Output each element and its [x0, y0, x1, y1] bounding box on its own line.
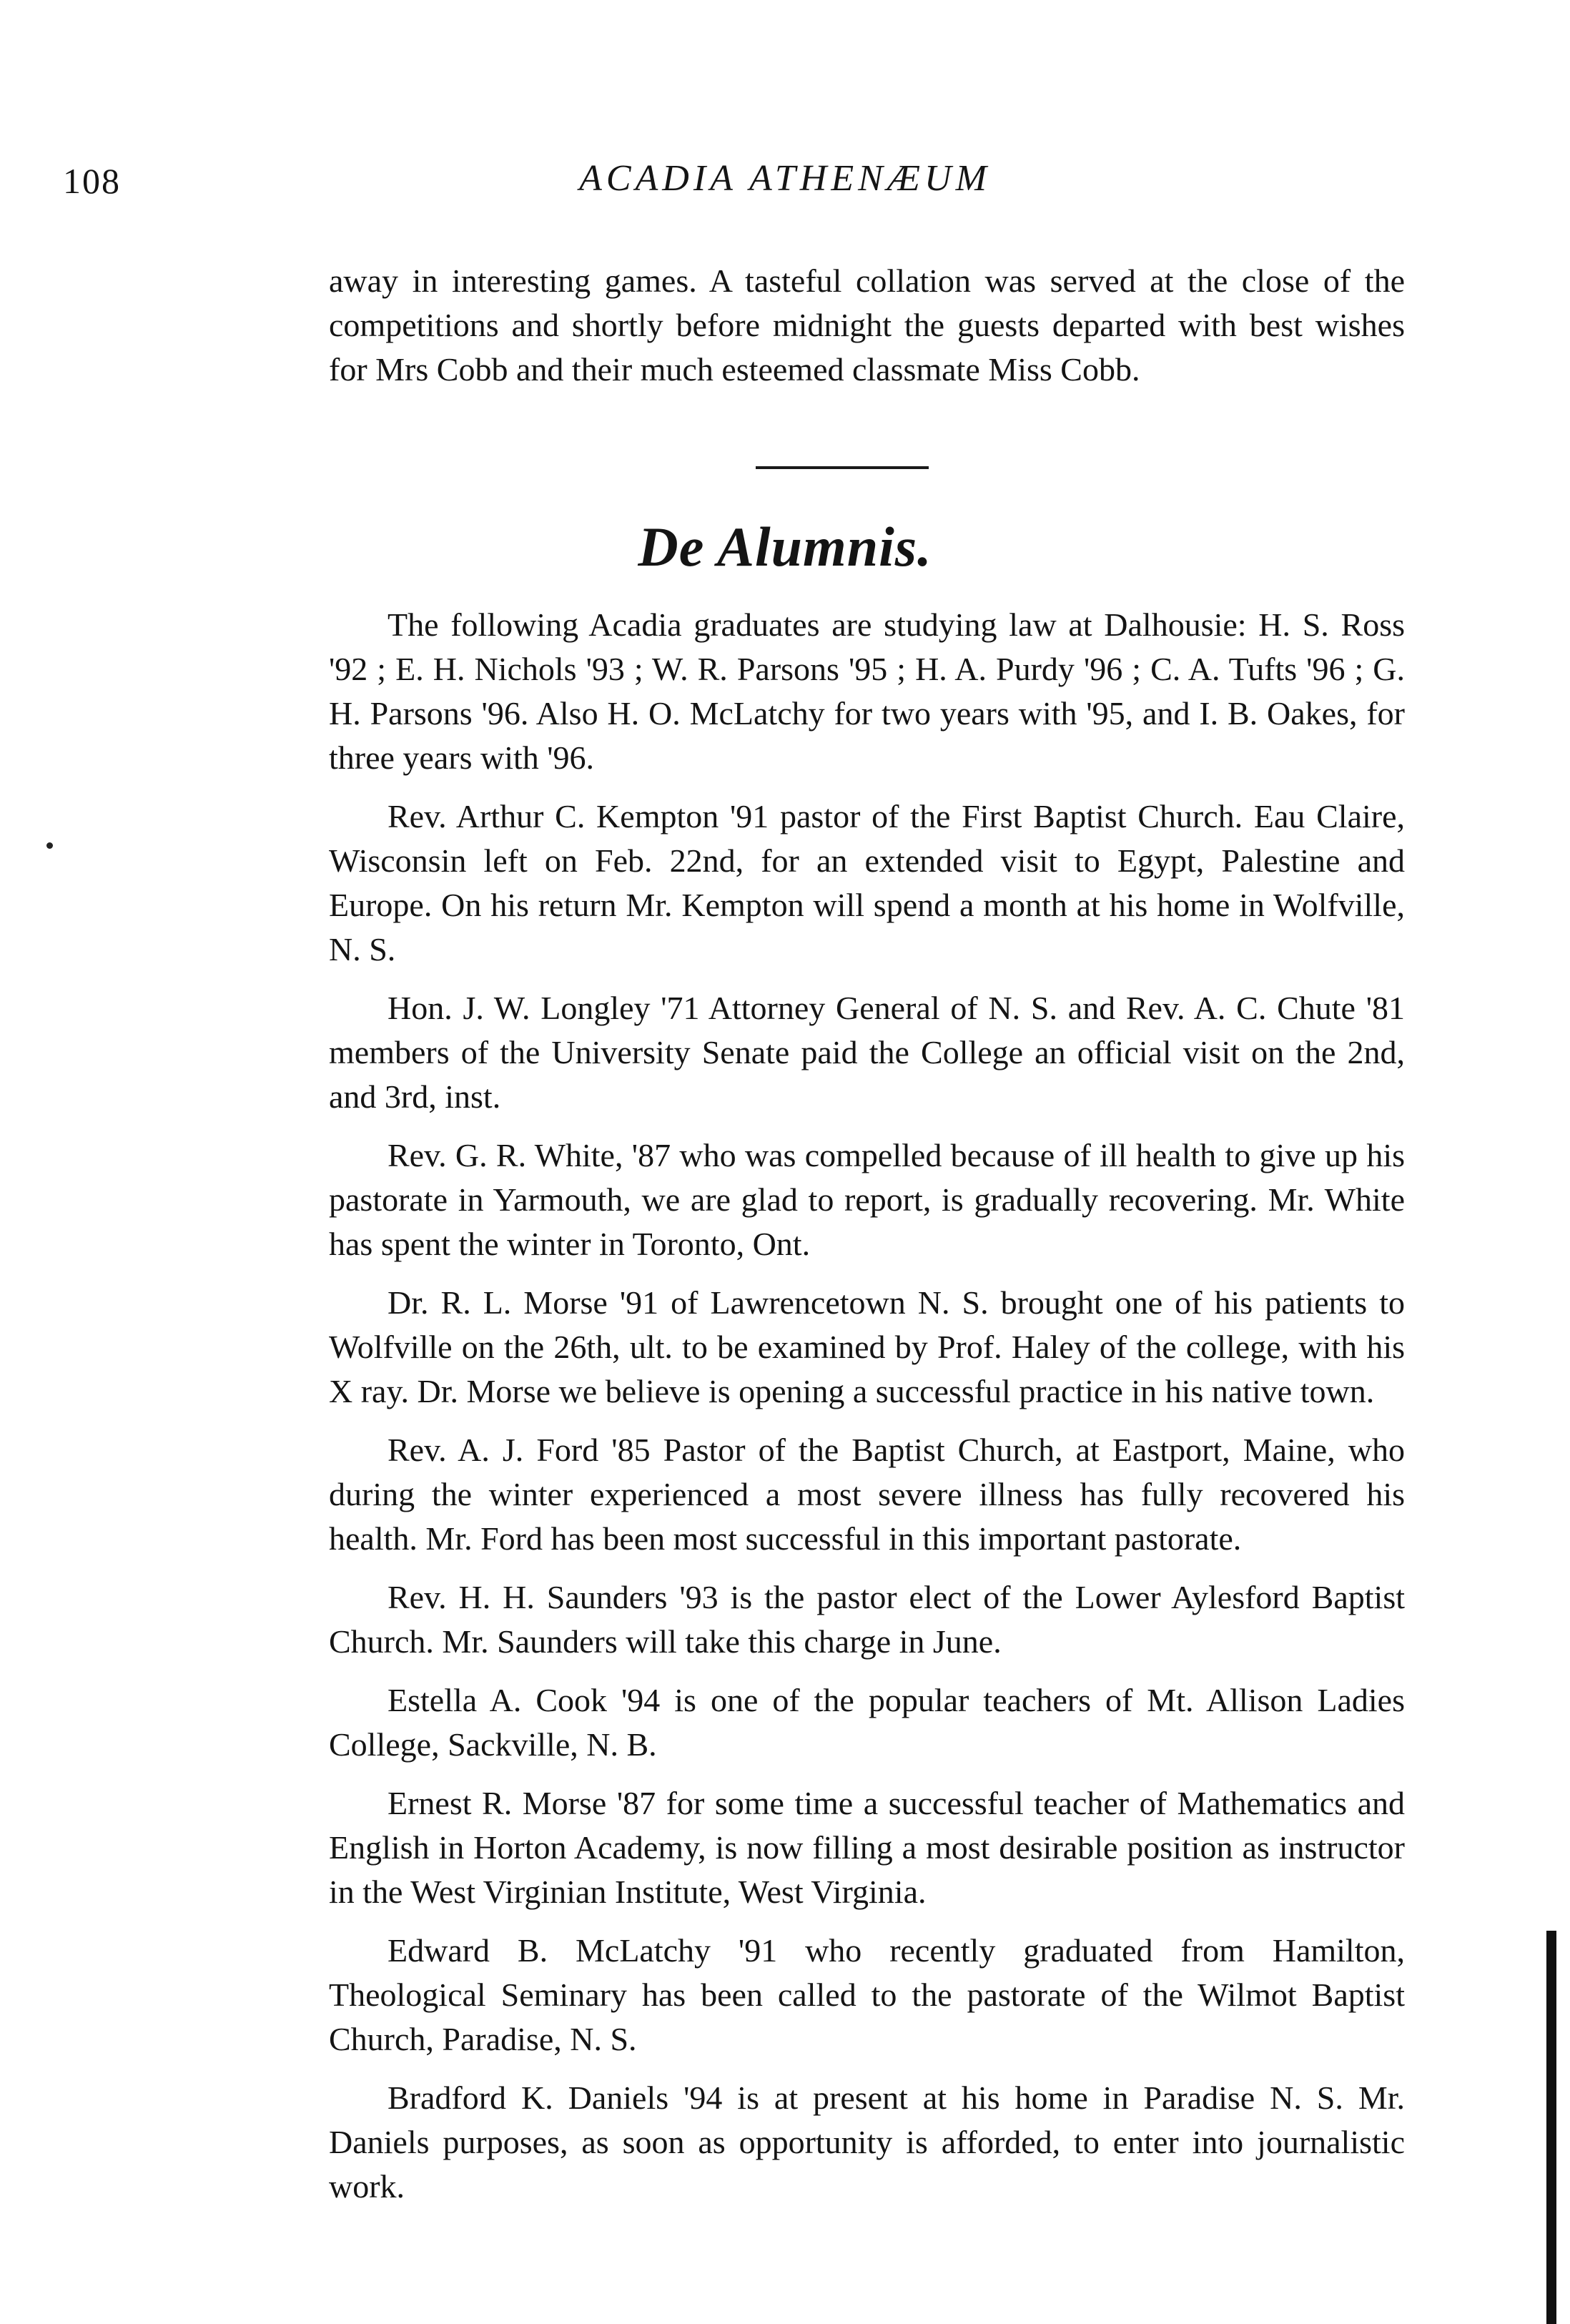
- alumni-note: Estella A. Cook '94 is one of the popular teachers of Mt. Allison Ladies College, Sackville, N. B.: [329, 1682, 1405, 1763]
- intro-paragraph: away in interesting games. A tasteful collation was served at the close of the competitions and shortly before midnight the guests departed with best wishes for Mrs Cobb and their much esteemed classmate Miss Cobb.: [329, 262, 1405, 388]
- alumni-note: Ernest R. Morse '87 for some time a successful teacher of Mathematics and English in Horton Academy, is now filling a most desirable position as instructor in the West Virginian Institute, West Virginia.: [329, 1785, 1405, 1910]
- running-head: ACADIA ATHENÆUM: [579, 158, 991, 199]
- alumni-note: Rev. G. R. White, '87 who was compelled because of ill health to give up his pastorate in Yarmouth, we are glad to report, is gradually recovering. Mr. White has spent the winter in Toronto, Ont.: [329, 1137, 1405, 1262]
- alumni-note: Rev. A. J. Ford '85 Pastor of the Baptist Church, at Eastport, Maine, who during the winter experienced a most severe illness has fully recovered his health. Mr. Ford has been most successful in this important pastorate.: [329, 1432, 1405, 1557]
- alumni-note: Bradford K. Daniels '94 is at present at his home in Paradise N. S. Mr. Daniels purposes, as soon as opportunity is afforded, to enter into journalistic work.: [329, 2079, 1405, 2205]
- alumni-note: The following Acadia graduates are studying law at Dalhousie: H. S. Ross '92 ; E. H. Nichols '93 ; W. R. Parsons '95 ; H. A. Purdy '96 ; C. A. Tufts '96 ; G. H. Parsons '96. Also H. O. McLatchy for two years with '95, and I. B. Oakes, for three years with '96.: [329, 606, 1405, 776]
- scan-edge-bar: [1546, 1931, 1556, 2324]
- alumni-note: Dr. R. L. Morse '91 of Lawrencetown N. S. brought one of his patients to Wolfville on the 26th, ult. to be examined by Prof. Haley of the college, with his X ray. Dr. Morse we believe is opening a successful practice in his native town.: [329, 1284, 1405, 1409]
- alumni-note: Rev. Arthur C. Kempton '91 pastor of the First Baptist Church. Eau Claire, Wisconsin left on Feb. 22nd, for an extended visit to Egypt, Palestine and Europe. On his return Mr. Kempton will spend a month at his home in Wolfville, N. S.: [329, 798, 1405, 967]
- alumni-notes: [329, 603, 1405, 2223]
- scan-speck: [46, 842, 53, 849]
- alumni-note: Edward B. McLatchy '91 who recently graduated from Hamilton, Theological Seminary has been called to the pastorate of the Wilmot Baptist Church, Paradise, N. S.: [329, 1932, 1405, 2057]
- alumni-note: Hon. J. W. Longley '71 Attorney General of N. S. and Rev. A. C. Chute '81 members of the University Senate paid the College an official visit on the 2nd, and 3rd, inst.: [329, 990, 1405, 1115]
- section-title: De Alumnis.: [638, 516, 932, 578]
- intro-block: [329, 259, 1405, 392]
- alumni-note: Rev. H. H. Saunders '93 is the pastor elect of the Lower Aylesford Baptist Church. Mr. Saunders will take this charge in June.: [329, 1579, 1405, 1660]
- section-divider: [756, 466, 929, 469]
- page-number: 108: [63, 161, 121, 201]
